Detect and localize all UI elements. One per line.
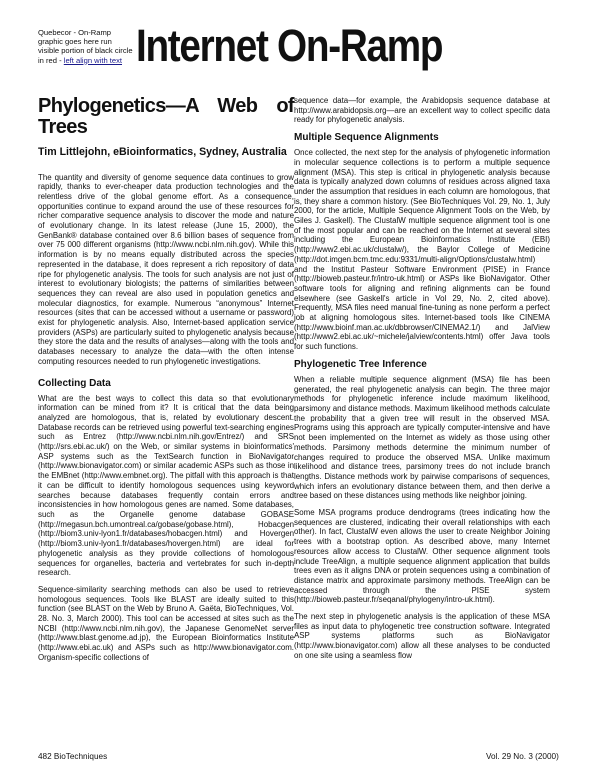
- section-heading-tree: Phylogenetic Tree Inference: [294, 358, 427, 370]
- placement-note: [38, 28, 134, 65]
- footer-page-journal: 482 BioTechniques: [38, 752, 108, 761]
- masthead: Internet On-Ramp: [136, 20, 443, 71]
- msa-paragraph: Once collected, the next step for the analysis of phylogenetic information in molecular sequence collections is to perform a multiple sequence alignment (MSA). This step is critical in phylogenetic analysis because data is typically analyzed down columns of residues across aligned taxa under the assumption that residues in each column are homologous, that is, they share a common history. (See BioTechniques Vol. 29, No. 1, July 2000, for the article, Multiple Sequence Alignment Tools on the Web, by Giles J. Gaskell). The ClustalW multiple sequence alignment tool is one of the most popular and can be reached on the Internet at several sites including the European Bioinformatics Institute (EBI) (http://www2.ebi.ac.uk/clustalw/), the Baylor College of Medicine (http://dot.imgen.bcm.tmc.edu:9331/multi-align/Options/clustalw.html) and the Institut Pasteur Software Environment (PISE) in France (http://bioweb.pasteur.fr/intro-uk.html) or ASPs like BioNavigator. Other software tools for aligning and refining alignments can be found elsewhere (see Gaskell's article in Vol 29, No. 2, cited above). Frequently, MSA files need manual fine-tuning as none perform a perfect job at aligning homologous sites. Internet-based tools like CINEMA (http://www.bioinf.man.ac.uk/dbbrowser/CINEMA2.1/) and JalView (http://www2.ebi.ac.uk/~michele/jalview/contents.html) offer Java tools for such functions.: [294, 148, 550, 352]
- collecting-paragraph-1: What are the best ways to collect this data so that evolutionary information can be mined from it? It is critical that the data being analyzed are homologous, that is, related by evolutionary descent. Database records can be retrieved using powerful text-searching engines such as Entrez (http://www.ncbi.nlm.nih.gov/Entrez/) and SRS (http://srs.ebi.ac.uk/) on the Web, or similar systems in bioinformatics' ASP systems such as the TextSearch function in BioNavigator (http://www.bionavigator.com) or similar academic ASPs such as those in the EMBnet (http://www.embnet.org). The pitfall with this approach is that it can be difficult to identify homologous sequences using keyword searches because databases frequently contain errors and inconsistencies in how homologous genes are named. Some databases, such as the Organelle genome database GOBASE (http://megasun.bch.umontreal.ca/gobase/gobase.html), Hobacgen (http://biom3.univ-lyon1.fr/databases/hobacgen.html) and Hovergen (http://biom3.univ-lyon1.fr/databases/hovergen.html) are ideal for phylogenetic analysis as they provide collections of homologous sequences for organelles, bacteria and vertebrates for such in-depth research.: [38, 393, 294, 578]
- intro-paragraph: The quantity and diversity of genome sequence data continues to grow rapidly, thanks to ever-cheaper data production technologies and the relentless drive of the global genome effort. As a consequence, opportunities continue to expand around the use of these resources for richer comparative sequence analysis to discover the mode and nature of evolutionary change. In its latest release (June 15, 2000), the GenBank® database contained over 8.6 billion bases of sequence from over 75 000 different organisms (http://www.ncbi.nlm.nih.gov). While this information is by no means equally distributed across the species represented in the database, it does represent a rich repository of data ripe for phylogenetic analysis. The tools for such analysis are not just of interest to evolutionary biologists; the patterns of similarities between sequences they can reveal are also used in population genetics and molecular diagnostics, for example. Numerous “anonymous” Internet resources (sites that can be accessed without a username or password) exist for phylogenetic analysis. Also, Internet-based application service providers (ASPs) are particularly suited to phylogenetic analysis because they store the data and the results of analyses—along with the tools and databases necessary to analyze the data—with the often intense computing resources needed to run phylogenetic investigations.: [38, 172, 294, 366]
- placement-note-text: Quebecor - On-Ramp graphic goes here run visible portion of black circle in red -: [38, 28, 133, 65]
- placement-note-link[interactable]: left align with text: [63, 55, 123, 65]
- tree-paragraph-2: Some MSA programs produce dendrograms (trees indicating how the sequences are clustered, indicating their overall relationships with each other). In fact, ClustalW even allows the user to create Neighbor Joining trees with a bootstrap option. As described above, many Internet resources allow access to ClustalW. Other sequence alignment tools include TreeAlign, a multiple sequence alignment application that builds trees even as it aligns DNA or protein sequences using a combination of distance matrix and approximate parsimony methods. TreeAlign can be accessed through the PISE system (http://bioweb.pasteur.fr/seqanal/phylogeny/intro-uk.html).: [294, 508, 550, 605]
- section-heading-collecting: Collecting Data: [38, 377, 111, 389]
- column-right: [294, 96, 550, 668]
- continued-paragraph: sequence data—for example, the Arabidopsis sequence database at http://www.arabidopsis.org—are an excellent way to collect specific data ready for phylogenetic analysis.: [294, 96, 550, 125]
- section-heading-msa: Multiple Sequence Alignments: [294, 132, 439, 144]
- article-author: Tim Littlejohn, eBioinformatics, Sydney, Australia: [38, 146, 287, 158]
- tree-paragraph-3: The next step in phylogenetic analysis is the application of these MSA files as input data to phylogenetic tree construction software. Integrated ASP systems platforms such as BioNavigator (http://www.bionavigator.com) allow all these analyses to be conducted on one site using a seamless flow: [294, 612, 550, 660]
- collecting-paragraph-2: Sequence-similarity searching methods can also be used to retrieve homologous sequences. Tools like BLAST are ideally suited to this function (see BLAST on the Web by Bruno A. Gaëta, BioTechniques, Vol. 28. No. 3, March 2000). This tool can be accessed at sites such as the NCBI (http://www.ncbi.nlm.nih.gov), the Japanese GenomeNet server (http://www.blast.genome.ad.jp), the European Bioinformatics Institute (http://www.ebi.ac.uk) and ASPs such as http://www.bionavigator.com. Organism-specific collections of: [38, 584, 294, 662]
- tree-paragraph-1: When a reliable multiple sequence alignment (MSA) file has been generated, the real phylogenetic analysis can begin. The three major methods for phylogenetic inference include maximum likelihood, parsimony and distance methods. Maximum likelihood methods calculate the probability that a given tree will result in the observed MSA. Programs using this approach are typically computer-intensive and have not been implemented on the Internet as widely as those using other methods. Parsimony methods determine the minimum number of changes required to produce the observed MSA. Unlike maximum likelihood and distance trees, parsimony trees do not include branch lengths. Distance methods work by pairwise comparisons of sequences, which infers an evolutionary distance between them, and then derive a tree based on these distances using methods like neighbor joining.: [294, 374, 550, 501]
- column-left: [38, 96, 294, 670]
- article-title: Phylogenetics—A Web of Trees: [38, 95, 294, 138]
- footer-volume: Vol. 29 No. 3 (2000): [486, 752, 559, 761]
